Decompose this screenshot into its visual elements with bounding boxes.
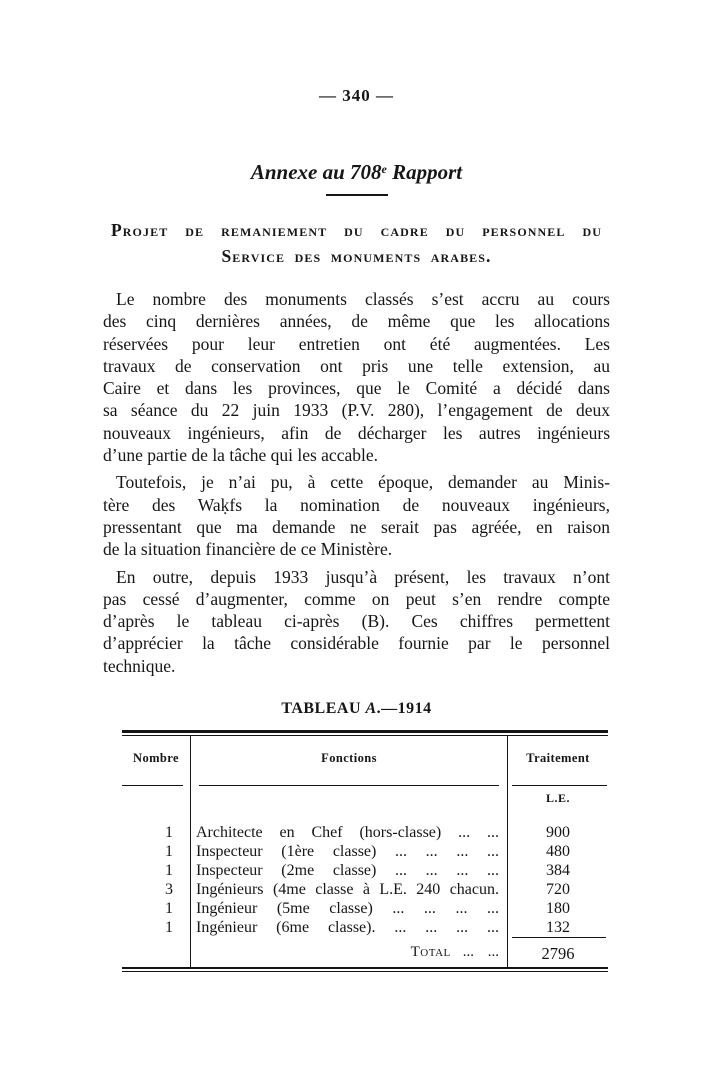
fonction-text: Inspecteur (2me classe) ... ... ... ... [196,861,499,879]
total-value: 2796 [541,944,575,964]
table-header-row [122,736,608,785]
cell-nombre: 1 [165,861,173,879]
cell-nombre: 1 [165,823,173,841]
cell-traitement: 180 [546,899,570,917]
table-title-post: .—1914 [376,700,432,718]
total-value-cell [508,937,608,967]
text-line: d’après le tableau ci-après (B). Ces chiffres permettent [103,611,610,632]
paragraph [103,566,610,677]
text-line: d’une partie de la tâche qui les accable. [103,445,378,466]
total-empty-cell [122,937,190,967]
text-line: nouveaux ingénieurs, afin de décharger les autres ingénieurs [103,422,610,443]
fonction-text: Ingénieurs (4me classe à L.E. 240 chacun. [196,880,499,898]
text-line: Le nombre des monuments classés s’est accru au cours [116,289,610,309]
col-header-traitement: Traitement [526,750,590,765]
total-label: Total [410,943,451,960]
section-heading-line2: Service des monuments arabes. [221,246,492,266]
table-row [122,842,608,861]
cell-fonction [190,918,508,937]
text-line: de la situation financière de ce Ministère. [103,539,393,560]
total-row [122,937,608,967]
text-line: technique. [103,655,176,676]
page-content [103,86,610,972]
text-line: pas cessé d’augmenter, comme on peut s’en rendre compte [103,588,610,609]
page-number: — 340 — [319,86,394,105]
table-row [122,918,608,937]
table-title-pre: TABLEAU [281,700,366,718]
table-bottom-rule-thin [122,971,608,972]
section-heading-line1: Projet de remaniement du cadre du personnel du [111,220,602,240]
currency-label: L.E. [545,791,570,806]
total-leaders: ... ... [462,943,499,960]
nombre-underline [122,785,183,787]
text-line: Caire et dans les provinces, que le Comité a décidé dans [103,378,610,399]
cell-fonction [190,880,508,899]
cell-nombre: 1 [165,899,173,917]
body-paragraphs [103,288,610,677]
cell-fonction [190,823,508,842]
cell-traitement: 720 [546,880,570,898]
annexe-title [103,160,610,185]
text-line: travaux de conservation ont pris une telle extension, au [103,355,610,376]
tableau-a [122,730,608,972]
fonction-text: Architecte en Chef (hors-classe) ... ... [196,823,499,841]
cell-fonction [190,899,508,918]
cell-traitement: 132 [546,918,570,936]
annexe-title-pre: Annexe au 708 [250,160,382,184]
table-subheader-row [122,785,608,817]
cell-traitement: 384 [546,861,570,879]
text-line: tère des Waḳfs la nomination de nouveaux ingénieurs, [103,494,610,515]
cell-fonction [190,861,508,880]
total-label-cell [190,937,508,967]
fonctions-underline [199,785,499,787]
section-heading [103,217,610,269]
paragraph [103,288,610,466]
table-body-rows [122,823,608,937]
cell-fonction [190,842,508,861]
fonction-text: Ingénieur (6me classe). ... ... ... ... [196,918,499,936]
text-line: En outre, depuis 1933 jusqu’à présent, les travaux n’ont [116,566,610,587]
fonctions-underline-cell [190,785,508,817]
table-title-italic-a: A [365,700,377,718]
table-row [122,899,608,918]
table-row [122,823,608,842]
nombre-underline-cell [122,785,190,817]
table-row [122,880,608,899]
fonction-text: Inspecteur (1ère classe) ... ... ... ... [196,842,499,860]
cell-traitement: 480 [546,842,570,860]
cell-nombre: 3 [165,880,173,898]
table-title [103,700,610,718]
text-line: Toutefois, je n’ai pu, à cette époque, demander au Minis- [116,472,610,493]
paragraph [103,471,610,560]
cell-nombre: 1 [165,918,173,936]
fonction-text: Ingénieur (5me classe) ... ... ... ... [196,899,499,917]
col-header-fonctions: Fonctions [190,736,508,785]
table-row [122,861,608,880]
text-line: des cinq dernières années, de même que les allocations [103,311,610,332]
col-header-nombre: Nombre [133,750,179,765]
cell-nombre: 1 [165,842,173,860]
text-line: sa séance du 22 juin 1933 (P.V. 280), l’engagement de deux [103,400,610,421]
text-line: pressentant que ma demande ne serait pas agréée, en raison [103,516,610,537]
cell-traitement: 900 [546,823,570,841]
annexe-title-superscript: e [381,162,387,176]
text-line: réservées pour leur entretien ont été augmentées. Les [103,333,610,354]
text-line: d’apprécier la tâche considérable fournie par le personnel [103,633,610,654]
title-divider-rule [326,194,388,196]
annexe-title-post: Rapport [386,160,463,184]
traitement-underline-cell [508,785,608,817]
